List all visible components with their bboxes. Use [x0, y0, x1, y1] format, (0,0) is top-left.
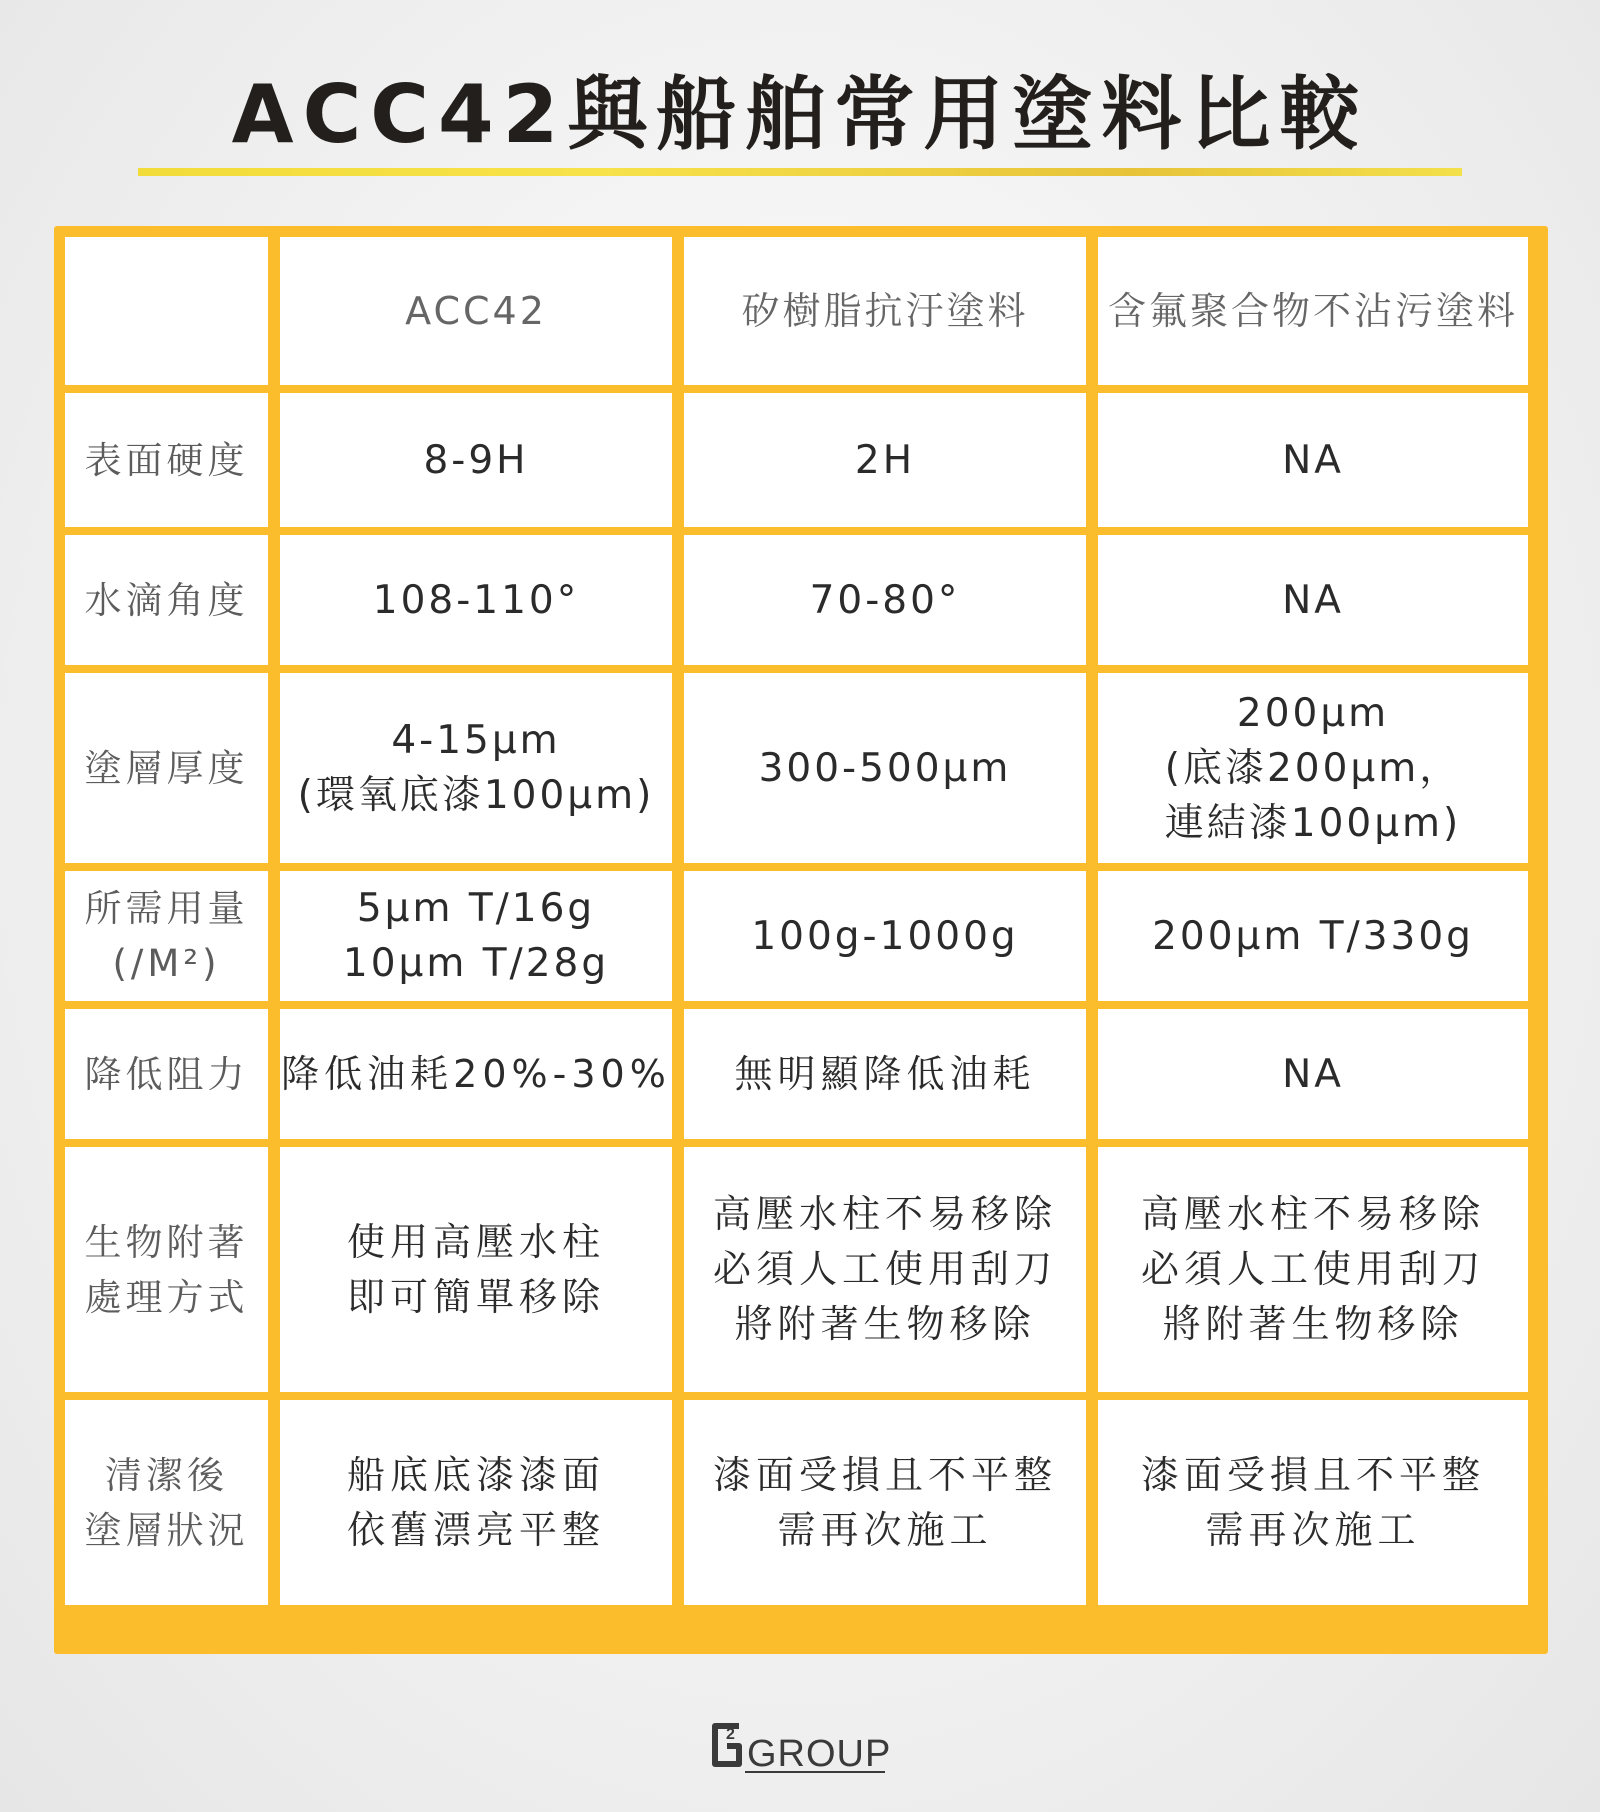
table-cell: 2H [684, 393, 1086, 527]
table-cell: 100g-1000g [684, 871, 1086, 1001]
row-label: 表面硬度 [65, 393, 268, 527]
table-cell: 70-80° [684, 535, 1086, 665]
table-cell: 200μm T/330g [1098, 871, 1528, 1001]
table-cell: 5μm T/16g 10μm T/28g [280, 871, 672, 1001]
header-cell-silicone: 矽樹脂抗汙塗料 [684, 237, 1086, 385]
logo-text: GROUP [747, 1733, 892, 1775]
row-label: 生物附著 處理方式 [65, 1147, 268, 1392]
group-logo [705, 1712, 895, 1782]
row-label: 降低阻力 [65, 1009, 268, 1139]
table-cell: 降低油耗20%-30% [280, 1009, 672, 1139]
table-cell: 300-500μm [684, 673, 1086, 863]
table-cell: 200μm (底漆200μm， 連結漆100μm) [1098, 673, 1528, 863]
row-label: 水滴角度 [65, 535, 268, 665]
header-cell-fluoropolymer: 含氟聚合物不沾污塗料 [1098, 237, 1528, 385]
table-cell: 使用高壓水柱 即可簡單移除 [280, 1147, 672, 1392]
title-underline [138, 168, 1462, 176]
table-cell: 108-110° [280, 535, 672, 665]
comparison-table [54, 226, 1548, 1654]
table-cell: 漆面受損且不平整 需再次施工 [1098, 1400, 1528, 1605]
table-cell: 漆面受損且不平整 需再次施工 [684, 1400, 1086, 1605]
table-cell: NA [1098, 535, 1528, 665]
header-cell-empty [65, 237, 268, 385]
table-cell: 4-15μm (環氧底漆100μm) [280, 673, 672, 863]
row-label: 清潔後 塗層狀況 [65, 1400, 268, 1605]
table-cell: NA [1098, 1009, 1528, 1139]
row-label: 所需用量 (/M²) [65, 871, 268, 1001]
table-cell: 無明顯降低油耗 [684, 1009, 1086, 1139]
table-cell: 高壓水柱不易移除 必須人工使用刮刀 將附著生物移除 [1098, 1147, 1528, 1392]
table-cell: 高壓水柱不易移除 必須人工使用刮刀 將附著生物移除 [684, 1147, 1086, 1392]
logo-superscript: 2 [726, 1726, 735, 1743]
table-cell: 8-9H [280, 393, 672, 527]
page-title: ACC42與船舶常用塗料比較 [231, 68, 1369, 161]
row-label: 塗層厚度 [65, 673, 268, 863]
table-cell: NA [1098, 393, 1528, 527]
header-cell-acc42: ACC42 [280, 237, 672, 385]
table-cell: 船底底漆漆面 依舊漂亮平整 [280, 1400, 672, 1605]
